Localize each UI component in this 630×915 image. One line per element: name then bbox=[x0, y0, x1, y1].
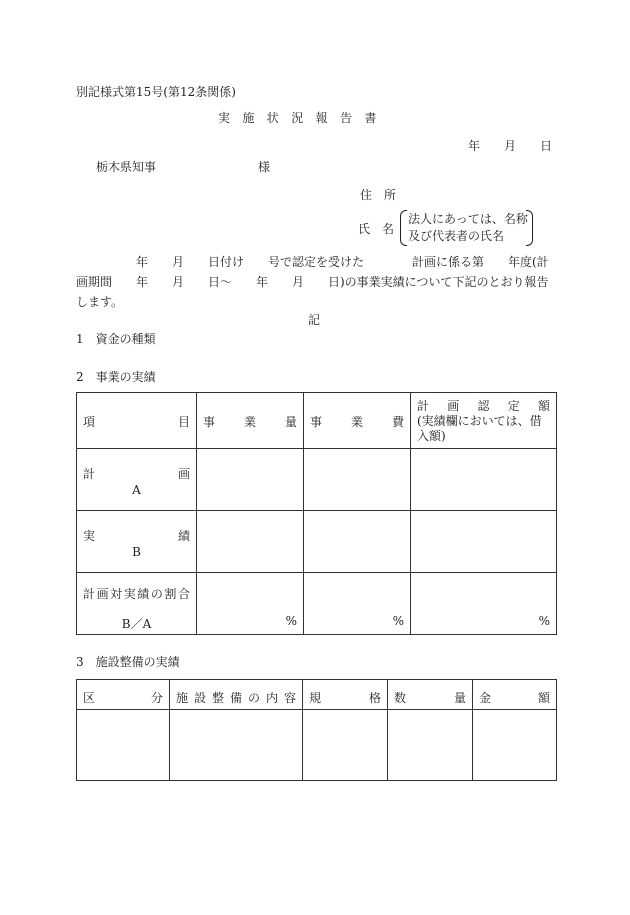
header-spec: 規格 bbox=[303, 680, 388, 710]
ratio-volume-cell[interactable] bbox=[197, 573, 304, 635]
business-results-table bbox=[76, 392, 557, 635]
body-line-2: 画期間 年 月 日～ 年 月 日)の事業実績について下記のとおり報告 bbox=[76, 275, 549, 289]
name-note-line1: 法人にあっては、名称 bbox=[408, 212, 528, 226]
address-label: 住 所 bbox=[360, 188, 397, 202]
left-bracket bbox=[400, 210, 407, 246]
header-certified-amount: 計画認定額 (実績欄においては、借入額) bbox=[411, 393, 557, 449]
quantity-cell[interactable] bbox=[388, 710, 473, 781]
actual-certified-cell[interactable] bbox=[411, 511, 557, 573]
section-business-results: 2 事業の実績 bbox=[76, 370, 156, 384]
header-quantity: 数量 bbox=[388, 680, 473, 710]
header-item: 項目 bbox=[77, 393, 197, 449]
row-plan-label: 計画 A bbox=[77, 449, 197, 511]
header-facility-content: 施設整備の内容 bbox=[170, 680, 303, 710]
facility-results-table bbox=[76, 679, 557, 781]
division-cell[interactable] bbox=[77, 710, 170, 781]
body-line-1: 年 月 日付け 号で認定を受けた 計画に係る第 年度(計 bbox=[136, 255, 549, 269]
ratio-cost-cell[interactable] bbox=[304, 573, 411, 635]
section-fund-type: 1 資金の種類 bbox=[76, 332, 156, 346]
header-volume: 事業量 bbox=[197, 393, 304, 449]
actual-volume-cell[interactable] bbox=[197, 511, 304, 573]
row-actual-label: 実績 B bbox=[77, 511, 197, 573]
plan-certified-cell[interactable] bbox=[411, 449, 557, 511]
percent-sign: % bbox=[392, 614, 404, 628]
document-title: 実 施 状 況 報 告 書 bbox=[218, 111, 377, 125]
row-ratio-label: 計画対実績の割合 B／A bbox=[77, 573, 197, 635]
header-division: 区分 bbox=[77, 680, 170, 710]
header-cost: 事業費 bbox=[304, 393, 411, 449]
ratio-certified-cell[interactable] bbox=[411, 573, 557, 635]
percent-sign: % bbox=[538, 614, 550, 628]
body-line-3: します。 bbox=[76, 295, 124, 309]
percent-sign: % bbox=[285, 614, 297, 628]
plan-volume-cell[interactable] bbox=[197, 449, 304, 511]
honorific: 様 bbox=[258, 160, 271, 174]
header-amount: 金額 bbox=[473, 680, 557, 710]
date-line: 年 月 日 bbox=[468, 139, 553, 153]
amount-cell[interactable] bbox=[473, 710, 557, 781]
addressee: 栃木県知事 bbox=[96, 160, 157, 174]
section-facility-results: 3 施設整備の実績 bbox=[76, 655, 180, 669]
actual-cost-cell[interactable] bbox=[304, 511, 411, 573]
name-note-line2: 及び代表者の氏名 bbox=[408, 229, 505, 243]
form-number: 別記様式第15号(第12条関係) bbox=[76, 85, 236, 99]
content-cell[interactable] bbox=[170, 710, 303, 781]
spec-cell[interactable] bbox=[303, 710, 388, 781]
name-label: 氏 名 bbox=[358, 222, 395, 236]
ki-heading: 記 bbox=[308, 313, 321, 327]
plan-cost-cell[interactable] bbox=[304, 449, 411, 511]
